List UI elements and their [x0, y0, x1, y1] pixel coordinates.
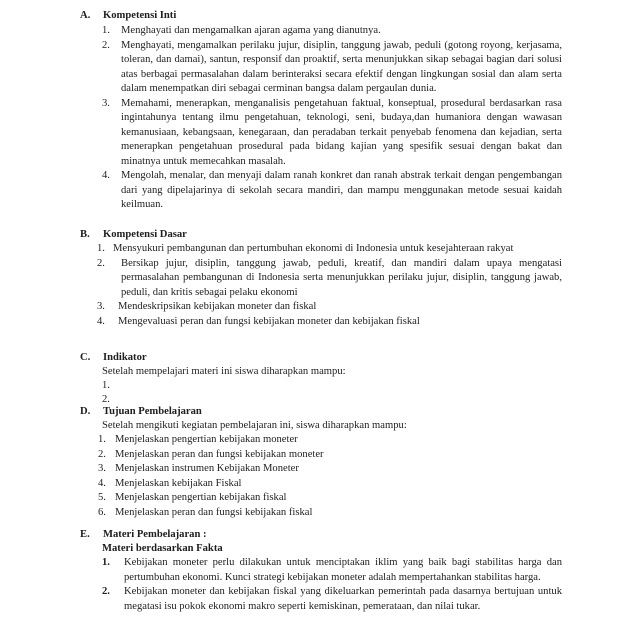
section-b-list [97, 242, 562, 329]
list-item [102, 24, 562, 39]
item-text: Mengevaluasi peran dan fungsi kebijakan moneter dan kebijakan fiskal [118, 315, 420, 327]
item-number: 3. [98, 463, 106, 474]
list-item [98, 448, 538, 463]
section-a-heading [80, 9, 176, 24]
section-d-list [98, 433, 538, 520]
item-text: Menjelaskan pengertian kebijakan fiskal [115, 492, 287, 503]
item-number: 1. [102, 557, 110, 568]
section-c-intro: Setelah mempelajari materi ini siswa diharapkan mampu: [102, 366, 346, 377]
item-text: Kebijakan moneter dan kebijakan fiskal yang dikeluarkan pemerintah pada dasarnya bertujuan untuk megatasi isu pokok ekonomi makro seperti kemiskinan, pemerataan, dan nilai tukar. [124, 586, 562, 612]
section-e-list [102, 556, 562, 614]
item-number: 2. [98, 448, 106, 460]
section-a-letter: A. [80, 10, 91, 21]
section-e-letter: E. [80, 529, 90, 540]
item-number: 1. [98, 434, 106, 445]
item-text: Menjelaskan pengertian kebijakan moneter [115, 434, 298, 445]
list-item [98, 506, 538, 521]
item-number: 5. [98, 492, 106, 503]
list-item [97, 242, 562, 257]
item-text: Mensyukuri pembangunan dan pertumbuhan ekonomi di Indonesia untuk kesejahteraan rakyat [113, 243, 514, 254]
list-item [98, 491, 538, 506]
item-text: Bersikap jujur, disiplin, tanggung jawab, peduli, kreatif, dan mandiri dalam upaya mengatasi permasalahan pembangunan di Indonesia serta menunjukkan perilaku jujur, disiplin, tanggung jawab, peduli, dan kritis sebagai pelaku ekonomi [121, 257, 562, 298]
item-number: 4. [102, 170, 110, 181]
item-number: 6. [98, 506, 106, 518]
list-item [102, 97, 562, 170]
list-item [102, 39, 562, 97]
section-e-heading [80, 528, 207, 543]
item-number: 3. [102, 97, 110, 109]
item-number: 2. [102, 39, 110, 51]
section-b-heading [80, 228, 187, 243]
item-text: Menjelaskan peran dan fungsi kebijakan fiskal [115, 506, 313, 518]
section-d-title: Tujuan Pembelajaran [103, 406, 202, 417]
section-d-letter: D. [80, 406, 91, 417]
item-text: Menjelaskan instrumen Kebijakan Moneter [115, 463, 299, 474]
section-d-heading [80, 405, 202, 420]
section-c-letter: C. [80, 352, 91, 363]
indicator-item-2: 2. [102, 394, 110, 405]
section-a-list [102, 24, 562, 213]
list-item [97, 300, 562, 315]
list-item [102, 585, 562, 614]
list-item [102, 169, 562, 213]
item-text: Menghayati dan mengamalkan ajaran agama yang dianutnya. [121, 25, 381, 36]
item-text: Menjelaskan peran dan fungsi kebijakan moneter [115, 448, 324, 460]
indicator-item-1: 1. [102, 380, 110, 391]
section-d-intro: Setelah mengikuti kegiatan pembelajaran ini, siswa diharapkan mampu: [102, 420, 407, 431]
section-b-title: Kompetensi Dasar [103, 229, 187, 240]
item-number: 4. [97, 315, 105, 327]
item-text: Menjelaskan kebijakan Fiskal [115, 477, 242, 489]
section-b-letter: B. [80, 229, 90, 240]
list-item [97, 257, 562, 301]
item-text: Mendeskripsikan kebijakan moneter dan fiskal [118, 301, 317, 312]
section-e-title: Materi Pembelajaran : [103, 529, 207, 540]
section-e-subtitle: Materi berdasarkan Fakta [102, 543, 223, 554]
item-text: Memahami, menerapkan, menganalisis pengetahuan faktual, konseptual, prosedural berdasarkan rasa ingintahunya tentang ilmu pengetahuan, teknologi, seni, budaya,dan humaniora dengan wawasan kemanusiaan, kebangsaan, kenegaraan, dan peradaban terkait penyebab fenomena dan kejadian, serta menerapkan pengetahuan prosedural pada bidang kajian yang spesifik sesuai dengan bakat dan minatnya untuk memecahkan masalah. [121, 97, 562, 167]
list-item [98, 433, 538, 448]
item-number: 1. [102, 25, 110, 36]
item-text: Kebijakan moneter perlu dilakukan untuk menciptakan iklim yang baik bagi stabilitas harga dan pertumbuhan ekonomi. Kunci strategi kebijakan moneter adalah mempertahankan stabilitas harga. [124, 557, 562, 583]
item-number: 4. [98, 477, 106, 489]
item-text: Mengolah, menalar, dan menyaji dalam ranah konkret dan ranah abstrak terkait dengan pengembangan dari yang dipelajarinya di sekolah secara mandiri, dan mampu menggunakan metode sesuai kaidah keilmuan. [121, 170, 562, 210]
item-number: 1. [97, 243, 105, 254]
section-c-heading [80, 351, 147, 366]
item-number: 2. [97, 257, 105, 269]
item-number: 2. [102, 586, 110, 597]
list-item [98, 462, 538, 477]
section-a-title: Kompetensi Inti [103, 10, 177, 21]
list-item [98, 477, 538, 492]
item-number: 3. [97, 301, 105, 312]
list-item [102, 556, 562, 585]
item-text: Menghayati, mengamalkan perilaku jujur, disiplin, tanggung jawab, peduli (gotong royong, kerjasama, toleran, dan damai), santun, responsif dan proaktif, serta menunjukkan sikap sebagai bagian dari solusi atas berbagai permasalahan dalam berinteraksi secara efektif dengan lingkungan sosial dan alam serta dalam menempatkan diri sebagai cerminan bangsa dalam pergaulan dunia. [121, 39, 562, 94]
list-item [97, 315, 562, 330]
section-c-title: Indikator [103, 352, 147, 363]
